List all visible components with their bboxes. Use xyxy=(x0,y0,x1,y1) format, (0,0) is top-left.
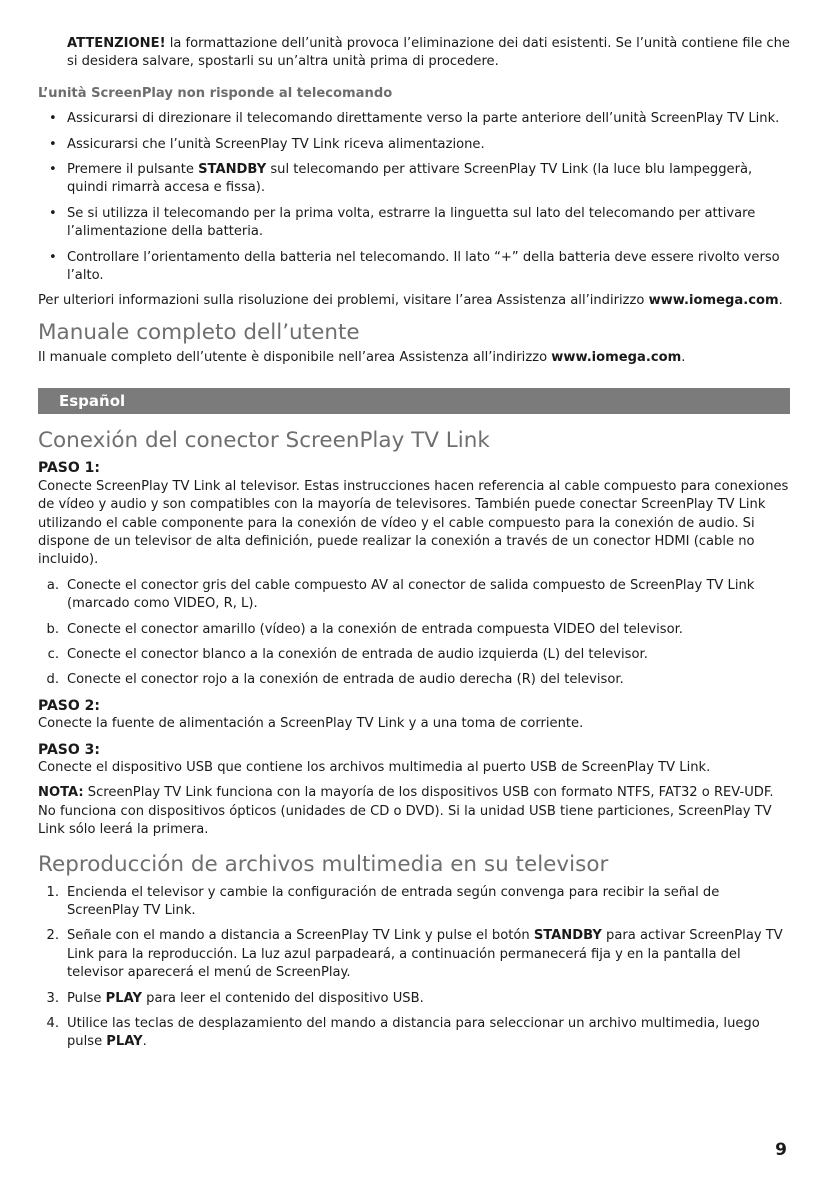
connect-item-list xyxy=(38,577,790,690)
playback-step-list xyxy=(38,884,790,1052)
item-text: Pulse xyxy=(67,990,106,1006)
item-marker: 2. xyxy=(46,928,59,944)
item-marker: 1. xyxy=(46,884,59,900)
more-info-text: Per ulteriori informazioni sulla risoluzione dei problemi, visitare l’area Assistenza all’indirizzo xyxy=(38,293,649,309)
item-text: para leer el contenido del dispositivo USB. xyxy=(141,990,424,1006)
note-label: NOTA: xyxy=(38,785,84,801)
more-info-end: . xyxy=(778,293,783,309)
step3-text: Conecte el dispositivo USB que contiene los archivos multimedia al puerto USB de ScreenPlay TV Link. xyxy=(38,759,711,775)
list-item xyxy=(38,884,790,921)
remote-bullet-list xyxy=(38,110,790,285)
manual-text-end: . xyxy=(681,349,686,365)
item-text: Señale con el mando a distancia a ScreenPlay TV Link y pulse el botón xyxy=(67,928,534,944)
iomega-link[interactable]: www.iomega.com xyxy=(648,293,779,309)
list-item: • Assicurarsi che l’unità ScreenPlay TV Link riceva alimentazione. xyxy=(38,136,790,154)
item-text: Encienda el televisor y cambie la configuración de entrada según convenga para recibir la señal de ScreenPlay TV Link. xyxy=(67,884,720,918)
bullet-text: Premere il pulsante xyxy=(67,162,199,178)
warning-text: la formattazione dell’unità provoca l’eliminazione dei dati esistenti. Se l’unità contiene file che si desidera salvare, spostarli su un’altra unità prima di procedere. xyxy=(67,36,790,70)
list-item xyxy=(38,990,790,1008)
standby-keyword: STANDBY xyxy=(533,928,602,944)
item-text: Conecte el conector blanco a la conexión de entrada de audio izquierda (L) del televisor. xyxy=(67,646,648,662)
item-marker: 3. xyxy=(46,990,59,1006)
item-marker: a. xyxy=(46,577,59,593)
list-item: • Se si utilizza il telecomando per la prima volta, estrarre la linguetta sul lato del telecomando per attivare l’alimentazione della batteria. xyxy=(38,205,790,242)
step1-label: PASO 1: xyxy=(38,460,101,477)
item-marker: 4. xyxy=(46,1016,59,1032)
more-info-paragraph xyxy=(38,292,790,310)
warning-paragraph xyxy=(38,35,790,72)
language-section-bar: Español xyxy=(38,388,790,414)
item-text: Conecte el conector amarillo (vídeo) a la conexión de entrada compuesta VIDEO del televisor. xyxy=(67,621,683,637)
bullet-text: sul telecomando per attivare ScreenPlay TV Link (la luce blu lampeggerà, quindi rimarrà accesa e fissa). xyxy=(67,162,753,196)
note-text: ScreenPlay TV Link funciona con la mayoría de los dispositivos USB con formato NTFS, FAT32 o REV-UDF. No funciona con dispositivos ópticos (unidades de CD o DVD). Si la unidad USB tiene particiones, ScreenPlay TV Link sólo leerá la primera. xyxy=(38,785,774,838)
list-item xyxy=(38,1015,790,1052)
step2-label: PASO 2: xyxy=(38,697,101,714)
step1-text: Conecte ScreenPlay TV Link al televisor. Estas instrucciones hacen referencia al cable compuesto para conexiones de vídeo y audio y son compatibles con la mayoría de televisores. También puede conectar ScreenPlay TV Link utilizando el cable componente para la conexión de vídeo y el cable compuesto para la conexión de audio. Si dispone de un televisor de alta definición, puede realizar la conexión a través de un conector HDMI (cable no incluido). xyxy=(38,478,789,568)
play-keyword: PLAY xyxy=(105,990,142,1006)
item-marker: c. xyxy=(47,646,59,662)
connect-heading: Conexión del conector ScreenPlay TV Link xyxy=(38,428,490,454)
item-text: Utilice las teclas de desplazamiento del mando a distancia para seleccionar un archivo multimedia, luego pulse xyxy=(67,1016,760,1050)
standby-keyword: STANDBY xyxy=(198,162,267,178)
warning-label: ATTENZIONE! xyxy=(67,36,166,51)
item-text: . xyxy=(142,1034,147,1050)
list-item xyxy=(38,671,790,689)
list-item xyxy=(38,646,790,664)
item-marker: b. xyxy=(46,621,59,637)
item-text: para activar ScreenPlay TV Link para la reproducción. La luz azul parpadeará, a continuación permanecerá fija y en la pantalla del televisor aparecerá el menú de ScreenPlay. xyxy=(67,928,783,981)
list-item xyxy=(38,621,790,639)
item-text: Conecte el conector gris del cable compuesto AV al conector de salida compuesto de ScreenPlay TV Link (marcado como VIDEO, R, L). xyxy=(67,577,755,612)
document-page xyxy=(38,35,790,1059)
manual-paragraph xyxy=(38,349,790,367)
list-item xyxy=(38,577,790,614)
list-item: • Assicurarsi di direzionare il telecomando direttamente verso la parte anteriore dell’unità ScreenPlay TV Link. xyxy=(38,110,790,128)
iomega-link[interactable]: www.iomega.com xyxy=(551,349,682,365)
list-item: • Controllare l’orientamento della batteria nel telecomando. Il lato “+” della batteria deve essere rivolto verso l’alto. xyxy=(38,249,790,286)
manual-text: Il manuale completo dell’utente è disponibile nell’area Assistenza all’indirizzo xyxy=(38,349,552,365)
step2-text: Conecte la fuente de alimentación a ScreenPlay TV Link y a una toma de corriente. xyxy=(38,716,584,732)
playback-heading: Reproducción de archivos multimedia en su televisor xyxy=(38,851,609,877)
item-marker: d. xyxy=(46,672,59,688)
remote-subtitle: L’unità ScreenPlay non risponde al telecomando xyxy=(38,85,393,101)
list-item xyxy=(38,927,790,982)
play-keyword: PLAY xyxy=(106,1034,143,1050)
page-number: 9 xyxy=(775,1140,787,1160)
step3-label: PASO 3: xyxy=(38,741,101,758)
manual-heading: Manuale completo dell’utente xyxy=(38,319,360,345)
item-text: Conecte el conector rojo a la conexión de entrada de audio derecha (R) del televisor. xyxy=(67,672,624,688)
list-item xyxy=(38,161,790,198)
note-paragraph xyxy=(38,784,790,839)
